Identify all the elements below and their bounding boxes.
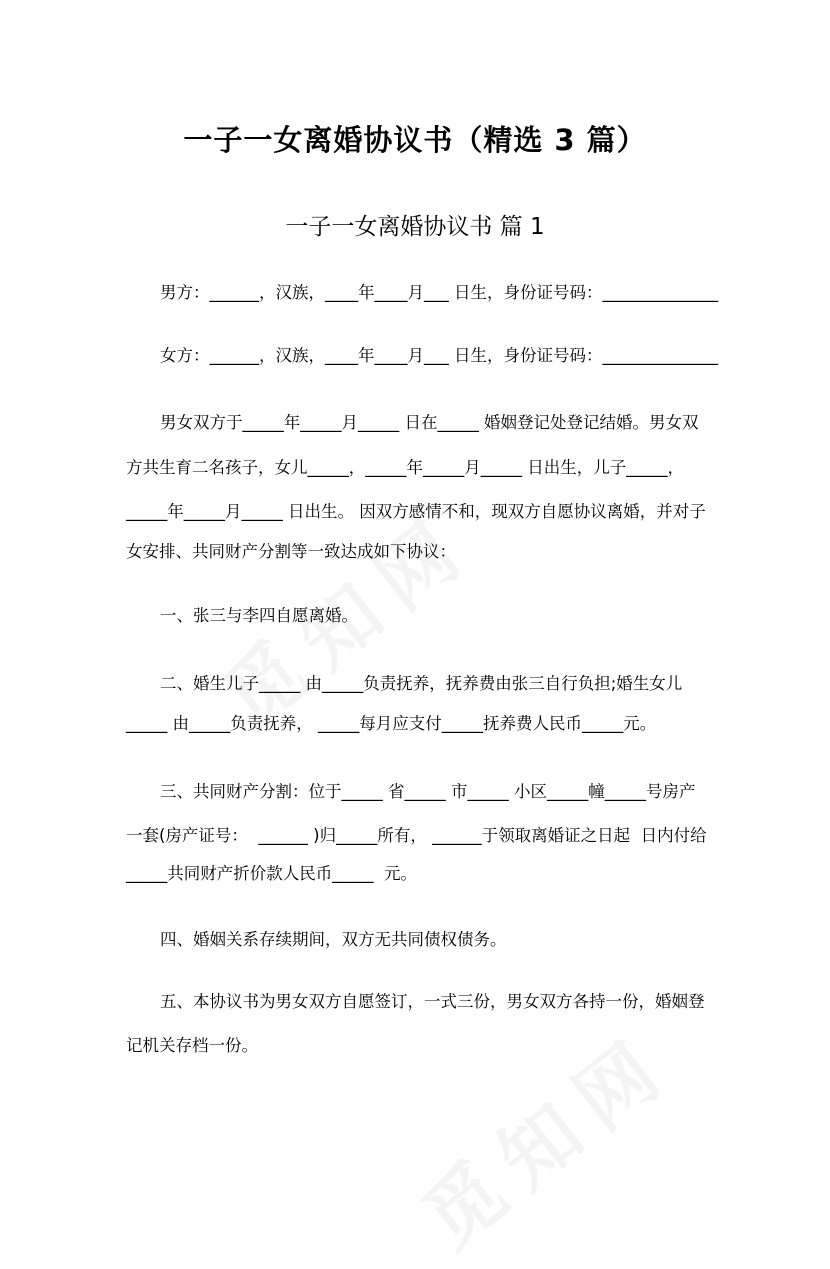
- clause-3-line: _____共同财产折价款人民币_____ 元。: [126, 864, 417, 883]
- clause-2-line: _____ 由_____负责抚养， _____每月应支付_____抚养费人民币_____元。: [126, 714, 657, 733]
- clause-1: 一、张三与李四自愿离婚。: [160, 606, 358, 625]
- female-info-line: 女方：______，汉族，____年____月___ 日生，身份证号码：______________: [160, 346, 718, 365]
- document-subtitle: 一子一女离婚协议书 篇 1: [285, 214, 545, 240]
- paragraph-line: 女安排、共同财产分割等一致达成如下协议：: [126, 542, 456, 561]
- clause-5-line: 记机关存档一份。: [126, 1036, 258, 1055]
- clause-4: 四、婚姻关系存续期间，双方无共同债权债务。: [160, 930, 507, 949]
- male-info-line: 男方：______，汉族，____年____月___ 日生，身份证号码：______________: [160, 283, 718, 302]
- clause-3-line: 三、共同财产分割：位于_____ 省_____ 市_____ 小区_____幢_____号房产: [160, 782, 696, 801]
- document-title: 一子一女离婚协议书（精选 3 篇）: [183, 123, 647, 157]
- paragraph-line: 男女双方于_____年_____月_____ 日在_____ 婚姻登记处登记结婚。男女双: [160, 413, 699, 432]
- clause-5-line: 五、本协议书为男女双方自愿签订，一式三份，男女双方各持一份，婚姻登: [160, 992, 705, 1011]
- clause-3-line: 一套(房产证号： ______ )归_____所有， ______于领取离婚证之日起 日内付给: [126, 826, 707, 845]
- paragraph-line: 方共生育二名孩子，女儿_____，_____年_____月_____ 日出生，儿子_____，: [126, 458, 684, 477]
- clause-2-line: 二、婚生儿子_____ 由_____负责抚养，抚养费由张三自行负担;婚生女儿: [160, 674, 683, 693]
- paragraph-line: _____年_____月_____ 日出生。 因双方感情不和，现双方自愿协议离婚，并对子: [126, 502, 706, 521]
